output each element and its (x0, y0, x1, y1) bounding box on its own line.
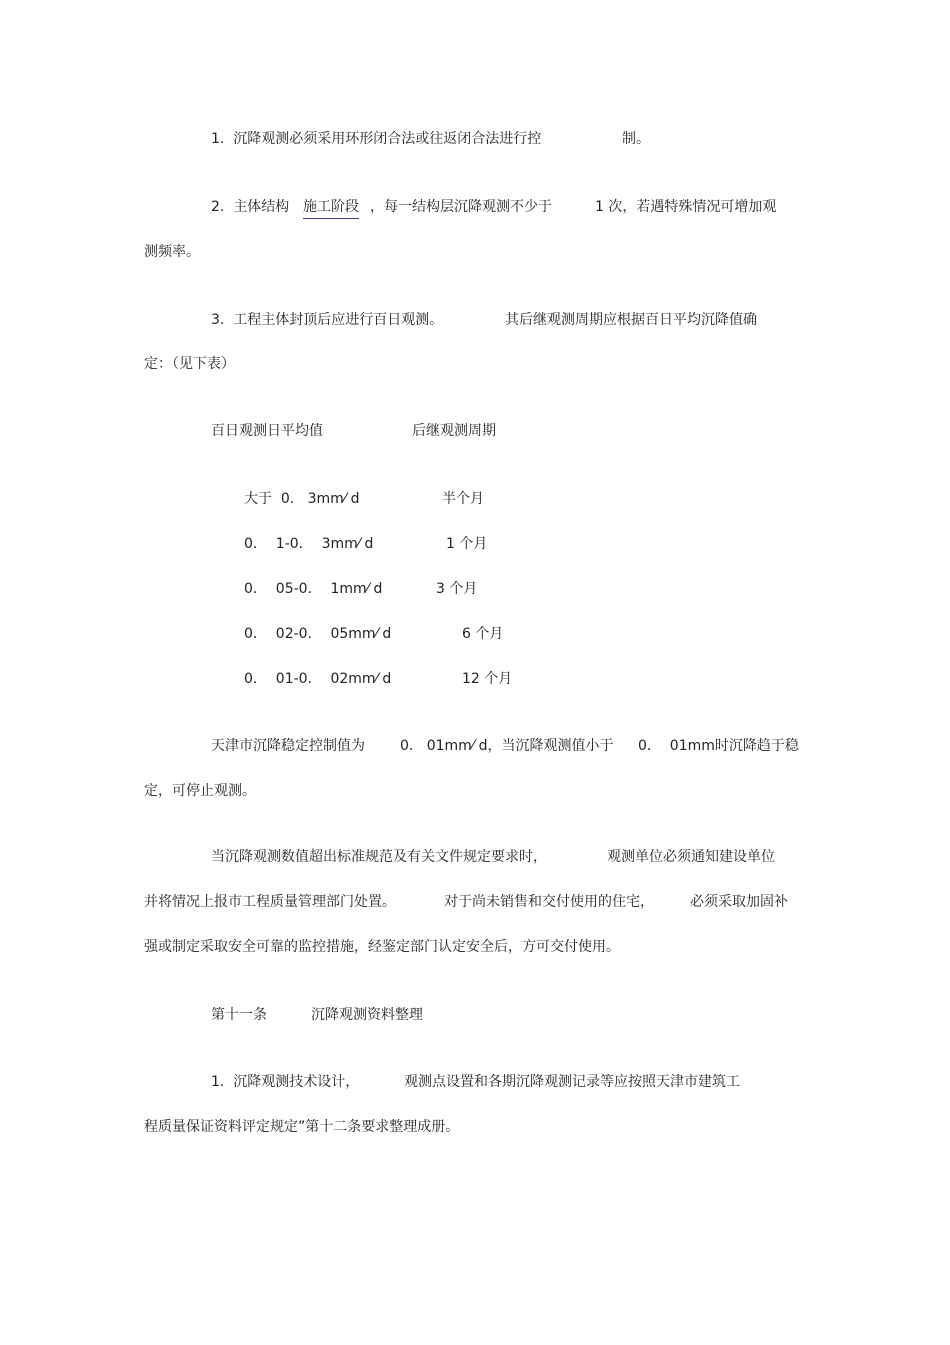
item-1-continuation: 程质量保证资料评定规定”第十二条要求整理成册。 (144, 1119, 460, 1135)
clause-3-tail: 其后继观测周期应根据百日平均沉降值确 (505, 312, 757, 328)
article-11-title: 沉降观测资料整理 (311, 1007, 423, 1023)
table-row-period: 半个月 (442, 491, 484, 507)
table-row-value: 大于 0. 3mm⁄ d (244, 491, 360, 507)
construction-phase-link[interactable]: 施工阶段 (303, 198, 359, 219)
table-row-period: 6 个月 (462, 626, 504, 642)
clause-2-prefix: 2. 主体结构 (211, 199, 290, 215)
exceed-line-2b: 对于尚未销售和交付使用的住宅， (444, 894, 654, 910)
item-1-text: 1. 沉降观测技术设计， (211, 1074, 360, 1090)
stability-continuation: 定，可停止观测。 (144, 783, 256, 799)
table-row-value: 0． 05-0． 1mm⁄ d (244, 581, 383, 597)
table-row-period: 1 个月 (446, 536, 488, 552)
stability-threshold: 0． 01mm时沉降趋于稳 (638, 738, 799, 754)
table-row-value: 0． 02-0． 05mm⁄ d (244, 626, 392, 642)
clause-3-continuation: 定：（见下表） (144, 356, 235, 372)
clause-1-tail: 制。 (622, 131, 650, 147)
clause-1-text: 1. 沉降观测必须采用环形闭合法或往返闭合法进行控 (211, 131, 542, 147)
table-row-period: 3 个月 (436, 581, 478, 597)
table-row-value: 0． 1-0． 3mm⁄ d (244, 536, 374, 552)
table-header-period: 后继观测周期 (412, 423, 496, 439)
exceed-line-1b: 观测单位必须通知建设单位 (607, 849, 775, 865)
exceed-line-2a: 并将情况上报市工程质量管理部门处置。 (144, 894, 396, 910)
table-header-average: 百日观测日平均值 (211, 423, 323, 439)
exceed-line-3: 强或制定采取安全可靠的监控措施，经鉴定部门认定安全后，方可交付使用。 (144, 939, 620, 955)
stability-value: 0. 01mm⁄ d，当沉降观测值小于 (400, 738, 614, 754)
clause-2-count: 1 次，若遇特殊情况可增加观 (595, 199, 777, 215)
table-row-value: 0． 01-0． 02mm⁄ d (244, 671, 392, 687)
table-row-period: 12 个月 (462, 671, 513, 687)
stability-text: 天津市沉降稳定控制值为 (211, 738, 365, 754)
clause-2-continuation: 测频率。 (144, 244, 200, 260)
exceed-line-1a: 当沉降观测数值超出标准规范及有关文件规定要求时， (211, 849, 547, 865)
clause-2-mid: ，每一结构层沉降观测不少于 (370, 199, 552, 215)
item-1-tail: 观测点设置和各期沉降观测记录等应按照天津市建筑工 (404, 1074, 740, 1090)
article-11-number: 第十一条 (211, 1007, 267, 1023)
exceed-line-2c: 必须采取加固补 (690, 894, 788, 910)
clause-3-text: 3. 工程主体封顶后应进行百日观测。 (211, 312, 444, 328)
